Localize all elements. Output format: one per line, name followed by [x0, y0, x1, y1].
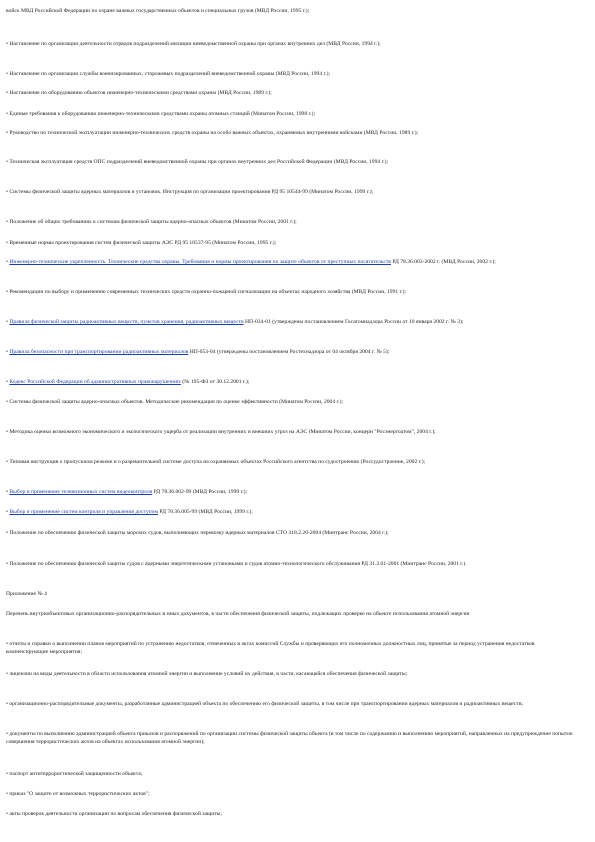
- paragraph-text: • приказ "О защите от возможных террористических актов";: [6, 791, 150, 797]
- document-paragraph: [6, 318, 574, 326]
- paragraph-text: РД 78.36.005-99 (МВД России, 1999 г.);: [158, 509, 253, 515]
- document-paragraph: [6, 810, 574, 818]
- document-paragraph: [6, 730, 574, 746]
- document-paragraph: [6, 89, 574, 97]
- document-paragraph: [6, 700, 574, 708]
- document-paragraph: [6, 348, 574, 356]
- document-paragraph: [6, 70, 574, 78]
- paragraph-text: • Системы физической защиты ядерно-опасных объектов. Методические рекомендации по оценке эффективности (Минатом России, 2004 г.);: [6, 399, 344, 405]
- document-paragraph: [6, 458, 574, 466]
- document-paragraph: [6, 398, 574, 406]
- document-paragraph: [6, 188, 574, 196]
- paragraph-prefix: •: [6, 379, 10, 385]
- document-paragraph: [6, 40, 574, 48]
- paragraph-text: • Системы физической защиты ядерных материалов и установок. Инструкция по организации проектирования РД 95 10544-99 (Минатом России, 1999 г.);: [6, 189, 374, 195]
- paragraph-prefix: •: [6, 349, 10, 355]
- document-paragraph: [6, 378, 574, 386]
- paragraph-text: • лицензии на виды деятельности в области использования атомной энергии и выполнение условий их действия, в части, касающейся обеспечения физической защиты;: [6, 671, 408, 677]
- document-paragraph: [6, 488, 574, 496]
- document-paragraph: [6, 640, 574, 656]
- paragraph-text: • Положение об общих требованиях к системам физической защиты ядерно-опасных объектов (Минатом России, 2001 г.);: [6, 219, 297, 225]
- document-link[interactable]: Выбор и применение телевизионных систем видеоконтроля: [9, 489, 153, 495]
- document-paragraph: [6, 508, 574, 516]
- document-paragraph: [6, 110, 574, 118]
- document-paragraph: [6, 7, 574, 15]
- paragraph-text: • Единые требования к оборудованию инженерно-техническими средствами охраны атомных станций (Минатом России, 1998 г.);: [6, 111, 316, 117]
- paragraph-text: • Наставление по оборудованию объектов инженерно-техническими средствами охраны (МВД России, 1989 г.);: [6, 90, 272, 96]
- paragraph-text: войск МВД Российской Федерации по охране важных государственных объектов и специальных грузов (МВД России, 1995 г.);: [6, 8, 310, 14]
- document-paragraph: [6, 529, 574, 537]
- paragraph-text: НП-034-01 (утверждены постановлением Госатомнадзора России от 10 января 2002 г. № 3);: [243, 319, 464, 325]
- document-paragraph: [6, 218, 574, 226]
- paragraph-text: • Типовая инструкция о пропускном режиме и о разрешительной системе доступа на охраняемых объектах Российского агентства по судостроению (Росcудостроение, 2002 г.);: [6, 459, 426, 465]
- paragraph-text: • документы по выполнению администрацией объекта приказов и распоряжений по организации системы физической защиты объекта (в том числе по содержанию и выполнению мероприятий, направленных на предупреждение попыток совершения террористических актов на объектах использования атомной энергии);: [6, 731, 573, 745]
- document-paragraph: [6, 590, 574, 598]
- paragraph-prefix: •: [6, 509, 10, 515]
- paragraph-text: • Положение по обеспечению физической защиты морских судов, выполняющих перевозку ядерных материалов СТО 318.2.20-2004 (Минтранс России, 2004 г.);: [6, 530, 389, 536]
- document-paragraph: [6, 790, 574, 798]
- document-paragraph: [6, 560, 574, 568]
- paragraph-text: Приложение № 4: [6, 591, 47, 597]
- paragraph-text: • Руководство по технической эксплуатации инженерно-технических средств охраны на особо важных объектах, охраняемых внутренними войсками (МВД России, 1989 г.);: [6, 130, 419, 136]
- paragraph-text: РД 78.36.003-2002 г. (МВД России, 2002 г.);: [390, 259, 496, 265]
- paragraph-text: • акты проверок деятельности организации по вопросам обеспечения физической защиты;: [6, 811, 222, 817]
- paragraph-text: • паспорт антитеррористической защищенности объекта;: [6, 771, 143, 777]
- paragraph-prefix: •: [6, 259, 10, 265]
- paragraph-text: • организационно-распорядительные документы, разработанные администрацией объекта по обеспечению его физической защиты, в том числе при транспортировании ядерных материалов и радиоактивных веществ;: [6, 701, 524, 707]
- document-paragraph: [6, 129, 574, 137]
- paragraph-text: • отчеты и справки о выполнении планов мероприятий по устранению недостатков, отмеченных в актах комиссий Службы и проверяющих его полномочных должностных лиц, принятые за период устранения недостатков компенсирующие мероприятия;: [6, 641, 535, 655]
- paragraph-prefix: •: [6, 489, 10, 495]
- document-paragraph: [6, 770, 574, 778]
- paragraph-text: • Техническая эксплуатация средств ОПС подразделений вневедомственной охраны при органах внутренних дел Российской Федерации (МВД России, 1994 г.);: [6, 159, 389, 165]
- document-link[interactable]: Инженерно-технические укрепленность. Технические средства охраны. Требования и нормы проектирования по защите объектов от преступных посягательств: [9, 259, 391, 265]
- paragraph-text: (№ 195-ФЗ от 30.12.2001 г.);: [180, 379, 250, 385]
- document-paragraph: [6, 258, 574, 266]
- document-link[interactable]: Кодекс Российской Федерации об административных правонарушениях: [9, 379, 181, 385]
- document-link[interactable]: Правила физической защиты радиоактивных веществ, пунктов хранения, радиоактивных веществ: [9, 319, 244, 325]
- document-link[interactable]: Правила безопасности при транспортировании радиоактивных материалов: [9, 349, 189, 355]
- paragraph-prefix: •: [6, 319, 10, 325]
- paragraph-text: • Положение по обеспечению физической защиты судов с ядерными энергетическими установками и судов атомно-технологического обслуживания РД 31.2.01-2001 (Минтранс России, 2001 г.).: [6, 561, 467, 567]
- paragraph-text: • Методика оценки возможного экономического и экологического ущерба от реализации внутренних и внешних угроз на АЭС (Минатом России, концерн "Росэнергоатом", 2004 г.);: [6, 429, 436, 435]
- paragraph-text: • Наставление по организации деятельности отрядов подразделений милиции вневедомственной охраны при органах внутренних дел (МВД России, 1994 г.);: [6, 41, 381, 47]
- document-paragraph: [6, 288, 574, 296]
- paragraph-text: • Временные нормы проектирования систем физической защиты АЭС РД 95 10537-95 (Минатом России, 1995 г.);: [6, 240, 277, 246]
- document-paragraph: [6, 610, 574, 618]
- document-paragraph: [6, 428, 574, 436]
- document-paragraph: [6, 158, 574, 166]
- paragraph-text: РД 78.36.002-99 (МВД России, 1999 г.);: [152, 489, 248, 495]
- document-paragraph: [6, 670, 574, 678]
- document-paragraph: [6, 239, 574, 247]
- paragraph-text: Перечень внутриобъектовых организационно-распорядительных и иных документов, в части обеспечения физической защиты, подлежащих проверке на объекте использования атомной энергии: [6, 611, 470, 617]
- paragraph-text: НП-053-04 (утверждены постановлением Ростехнадзора от 04 октября 2004 г. № 5);: [188, 349, 390, 355]
- paragraph-text: • Рекомендации по выбору и применению современных технических средств охранно-пожарной сигнализации на объектах народного хозяйства (МВД России, 1991 г.);: [6, 289, 407, 295]
- document-link[interactable]: Выбор и применение систем контроля и управления доступом: [9, 509, 158, 515]
- paragraph-text: • Наставление по организации службы военизированных, сторожевых подразделений вневедомственной охраны (МВД России, 1994 г.);: [6, 71, 330, 77]
